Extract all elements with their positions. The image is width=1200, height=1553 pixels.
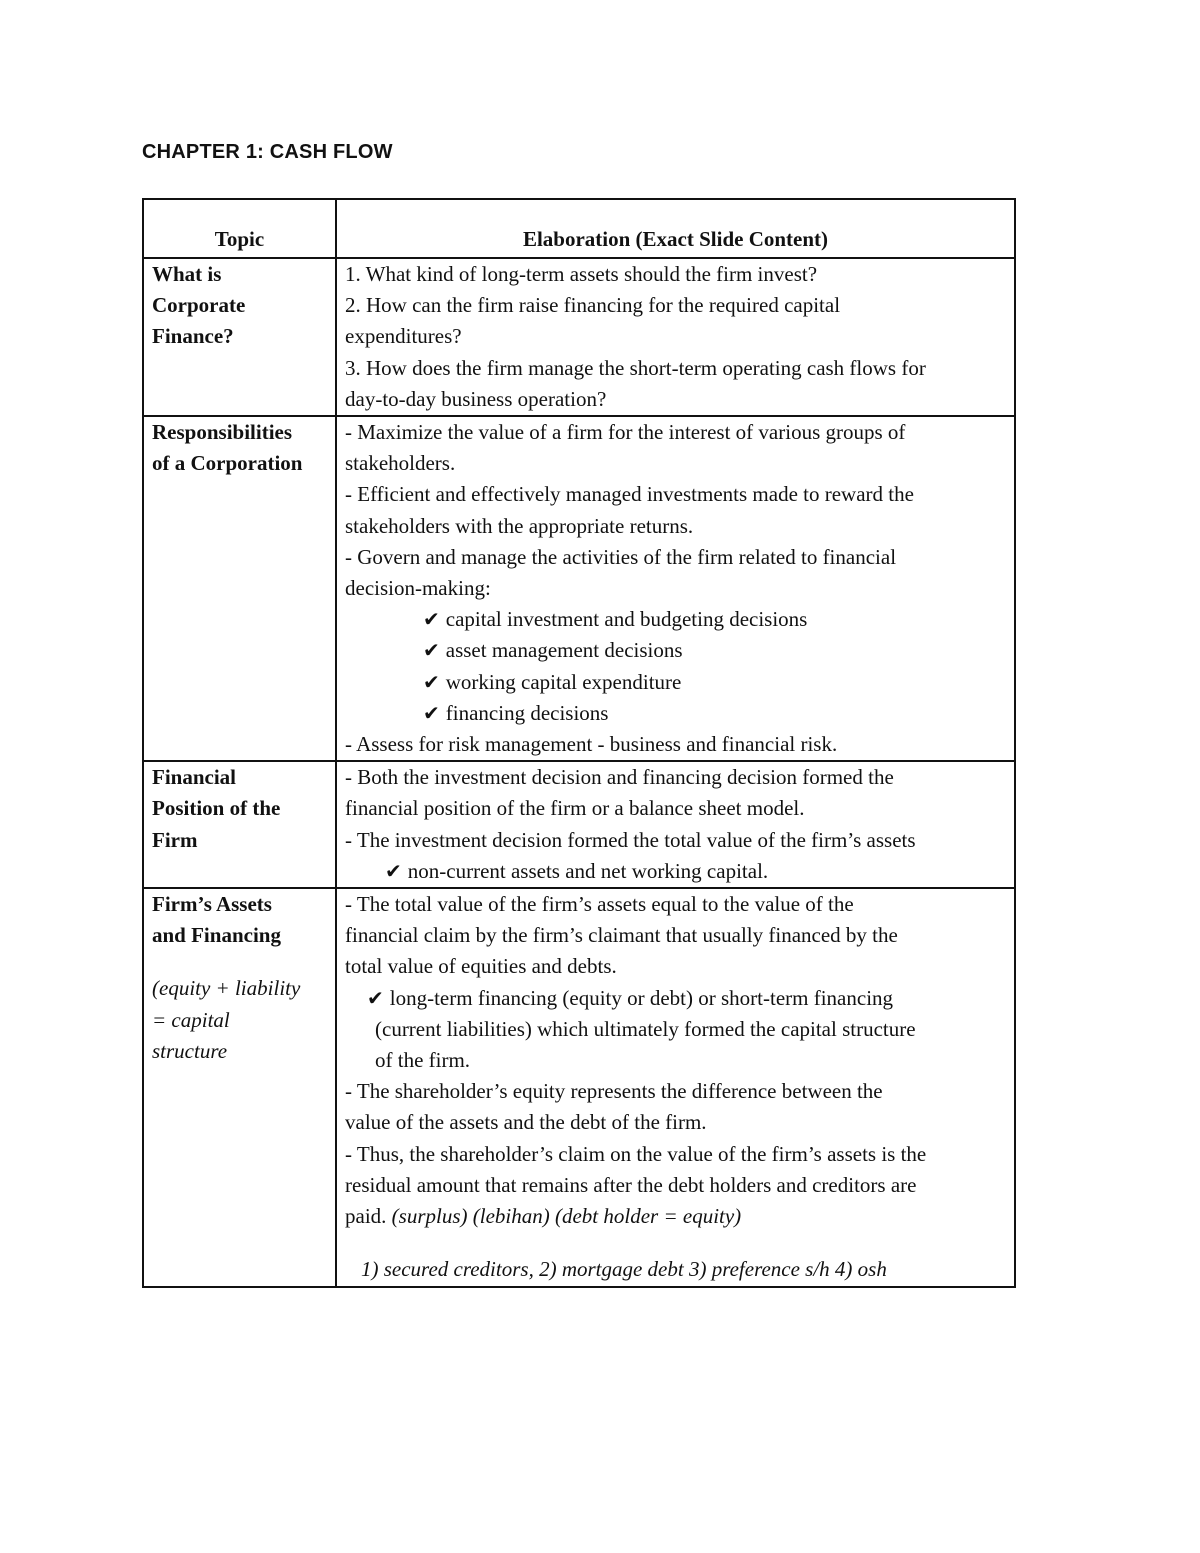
topic-note-line: (equity + liability bbox=[152, 976, 301, 1001]
check-icon: ✔ bbox=[367, 985, 384, 1010]
topic-line: Position of the bbox=[152, 796, 281, 821]
table-header-row bbox=[143, 199, 1015, 258]
elaboration-cell bbox=[336, 416, 1015, 761]
table-row bbox=[143, 761, 1015, 888]
topic-cell bbox=[143, 761, 336, 888]
text-line: stakeholders with the appropriate returns. bbox=[345, 513, 694, 538]
text-line: 3. How does the firm manage the short-term operating cash flows for bbox=[345, 355, 926, 380]
text-line: - Both the investment decision and financing decision formed the bbox=[345, 765, 894, 790]
check-item bbox=[345, 635, 1006, 666]
text-line: expenditures? bbox=[345, 324, 462, 349]
notes-table bbox=[142, 198, 1016, 1288]
topic-line: Corporate bbox=[152, 293, 246, 318]
text-line: - Thus, the shareholder’s claim on the value of the firm’s assets is the bbox=[345, 1141, 927, 1166]
topic-note-line: structure bbox=[152, 1038, 228, 1063]
check-item-continuation: (current liabilities) which ultimately formed the capital structure bbox=[375, 1016, 916, 1041]
check-item-text: long-term financing (equity or debt) or short-term financing bbox=[389, 985, 894, 1010]
text-line: value of the assets and the debt of the firm. bbox=[345, 1110, 707, 1135]
text-line: - The investment decision formed the total value of the firm’s assets bbox=[345, 827, 916, 852]
topic-line: Finance? bbox=[152, 324, 234, 349]
check-item-text: working capital expenditure bbox=[445, 669, 682, 694]
check-item-text: non-current assets and net working capital. bbox=[407, 858, 769, 883]
topic-cell bbox=[143, 888, 336, 1286]
elaboration-cell bbox=[336, 888, 1015, 1286]
text-fragment: paid. bbox=[345, 1204, 392, 1229]
check-icon: ✔ bbox=[423, 638, 440, 663]
check-item bbox=[345, 856, 1006, 887]
check-item-continuation: of the firm. bbox=[375, 1048, 471, 1073]
check-icon: ✔ bbox=[385, 858, 402, 883]
check-item-text: capital investment and budgeting decisions bbox=[445, 607, 808, 632]
topic-line: and Financing bbox=[152, 923, 281, 948]
text-line: - The shareholder’s equity represents the difference between the bbox=[345, 1079, 883, 1104]
text-line bbox=[345, 1201, 1006, 1232]
topic-cell bbox=[143, 258, 336, 416]
check-icon: ✔ bbox=[423, 607, 440, 632]
text-line: 1. What kind of long-term assets should the firm invest? bbox=[345, 262, 818, 286]
topic-line: Responsibilities bbox=[152, 420, 293, 445]
text-line: financial claim by the firm’s claimant that usually financed by the bbox=[345, 923, 898, 948]
table-row bbox=[143, 258, 1015, 416]
italic-note: (surplus) (lebihan) (debt holder = equity) bbox=[391, 1204, 742, 1229]
topic-note-line: = capital bbox=[152, 1007, 230, 1032]
topic-note bbox=[152, 973, 327, 1067]
table-row bbox=[143, 888, 1015, 1286]
text-line: 2. How can the firm raise financing for the required capital bbox=[345, 293, 841, 318]
topic-line: of a Corporation bbox=[152, 451, 303, 476]
text-line: total value of equities and debts. bbox=[345, 954, 617, 979]
text-line: residual amount that remains after the debt holders and creditors are bbox=[345, 1172, 917, 1197]
check-icon: ✔ bbox=[423, 700, 440, 725]
elaboration-column-header: Elaboration (Exact Slide Content) bbox=[336, 199, 1015, 258]
topic-line: What is bbox=[152, 262, 222, 286]
topic-line: Firm bbox=[152, 827, 198, 852]
check-item bbox=[345, 698, 1006, 729]
text-line: financial position of the firm or a balance sheet model. bbox=[345, 796, 805, 821]
topic-line: Financial bbox=[152, 765, 237, 790]
topic-cell bbox=[143, 416, 336, 761]
text-line: - The total value of the firm’s assets equal to the value of the bbox=[345, 892, 854, 917]
check-icon: ✔ bbox=[423, 669, 440, 694]
text-line: - Assess for risk management - business and financial risk. bbox=[345, 732, 838, 757]
elaboration-cell bbox=[336, 258, 1015, 416]
elaboration-cell bbox=[336, 761, 1015, 888]
chapter-title: CHAPTER 1: CASH FLOW bbox=[142, 141, 393, 163]
table-row bbox=[143, 416, 1015, 761]
spacer bbox=[345, 1232, 1006, 1254]
check-item-text: asset management decisions bbox=[445, 638, 683, 663]
text-line: stakeholders. bbox=[345, 451, 456, 476]
check-item-text: financing decisions bbox=[445, 700, 609, 725]
text-line: - Maximize the value of a firm for the interest of various groups of bbox=[345, 420, 906, 445]
topic-column-header: Topic bbox=[143, 199, 336, 258]
check-item bbox=[345, 983, 1006, 1014]
text-line: - Efficient and effectively managed investments made to reward the bbox=[345, 482, 914, 507]
text-line: day-to-day business operation? bbox=[345, 386, 607, 411]
text-line: decision-making: bbox=[345, 576, 491, 601]
text-line: - Govern and manage the activities of the firm related to financial bbox=[345, 544, 897, 569]
check-item bbox=[345, 667, 1006, 698]
topic-line: Firm’s Assets bbox=[152, 892, 272, 917]
check-item bbox=[345, 604, 1006, 635]
priority-order-note: 1) secured creditors, 2) mortgage debt 3) preference s/h 4) osh bbox=[361, 1257, 887, 1282]
